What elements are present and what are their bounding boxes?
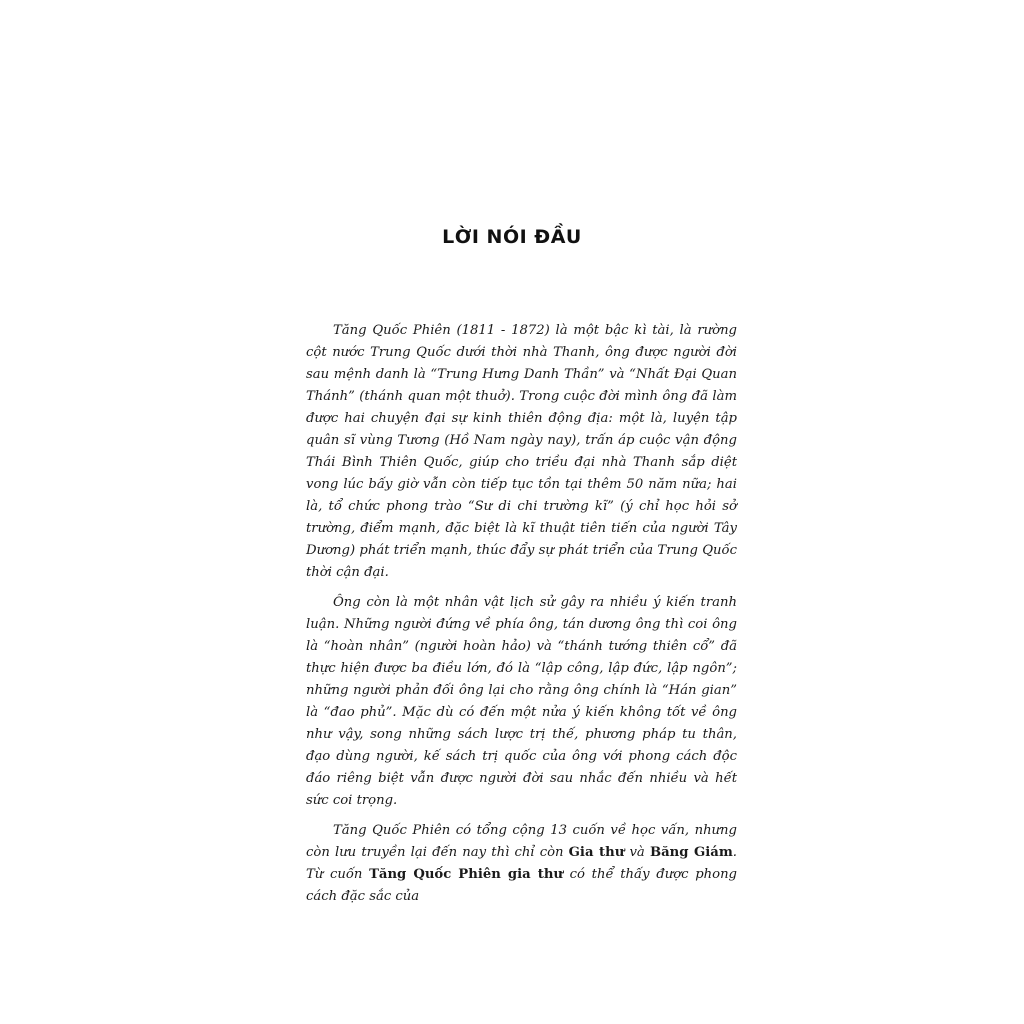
paragraph-2-text: Ông còn là một nhân vật lịch sử gây ra nhiều ý kiến tranh luận. Những người đứng về phía ông, tán dương ông thì coi ông là “hoàn nhân” (người hoàn hảo) và “thánh tướng thiên cổ” đã thực hiện được ba điều lớn, đó là “lập công, lập đức, lập ngôn”; những người phản đối ông lại cho rằng ông chính là “Hán gian” là “đao phủ”. Mặc dù có đến một nửa ý kiến không tốt về ông như vậy, song những sách lược trị thế, phương pháp tu thân, đạo dùng người, kế sách trị quốc của ông với phong cách độc đáo riêng biệt vẫn được người đời sau nhắc đến nhiều và hết sức coi trọng.: [306, 595, 737, 808]
paragraph-3-ending: có thể thấy được phong cách đặc sắc của: [306, 867, 738, 904]
paragraph-3-text: Tăng Quốc Phiên có tổng cộng 13 cuốn về học vấn, nhưng còn lưu truyền lại đến nay thì chỉ còn: [306, 823, 737, 860]
paragraph-1: [306, 320, 737, 584]
paragraph-1-text: Tăng Quốc Phiên (1811 - 1872) là một bậc kì tài, là rường cột nước Trung Quốc dưới thời nhà Thanh, ông được người đời sau mệnh danh là “Trung Hưng Danh Thần” và “Nhất Đại Quan Thánh” (thánh quan một thuở). Trong cuộc đời mình ông đã làm được hai chuyện đại sự kinh thiên động địa: một là, luyện tập quân sĩ vùng Tương (Hồ Nam ngày nay), trấn áp cuộc vận động Thái Bình Thiên Quốc, giúp cho triều đại nhà Thanh sắp diệt vong lúc bấy giờ vẫn còn tiếp tục tồn tại thêm 50 năm nữa; hai là, tổ chức phong trào “Sư di chi trường kĩ” (ý chỉ học hỏi sở trường, điểm mạnh, đặc biệt là kĩ thuật tiên tiến của người Tây Dương) phát triển mạnh, thúc đẩy sự phát triển của Trung Quốc thời cận đại.: [306, 323, 737, 580]
book-title-full: Tăng Quốc Phiên gia thư: [369, 867, 563, 882]
body-text: [306, 320, 737, 916]
paragraph-3: [306, 820, 737, 908]
book-title-bang-giam: Băng Giám: [649, 845, 733, 860]
paragraph-3-conjunction: và: [624, 845, 650, 860]
paragraph-2: [306, 592, 737, 812]
book-title-gia-thu: Gia thư: [568, 845, 625, 860]
paragraph-3-continuation: . Từ cuốn: [306, 845, 737, 882]
page-title: LỜI NÓI ĐẦU: [442, 226, 582, 248]
